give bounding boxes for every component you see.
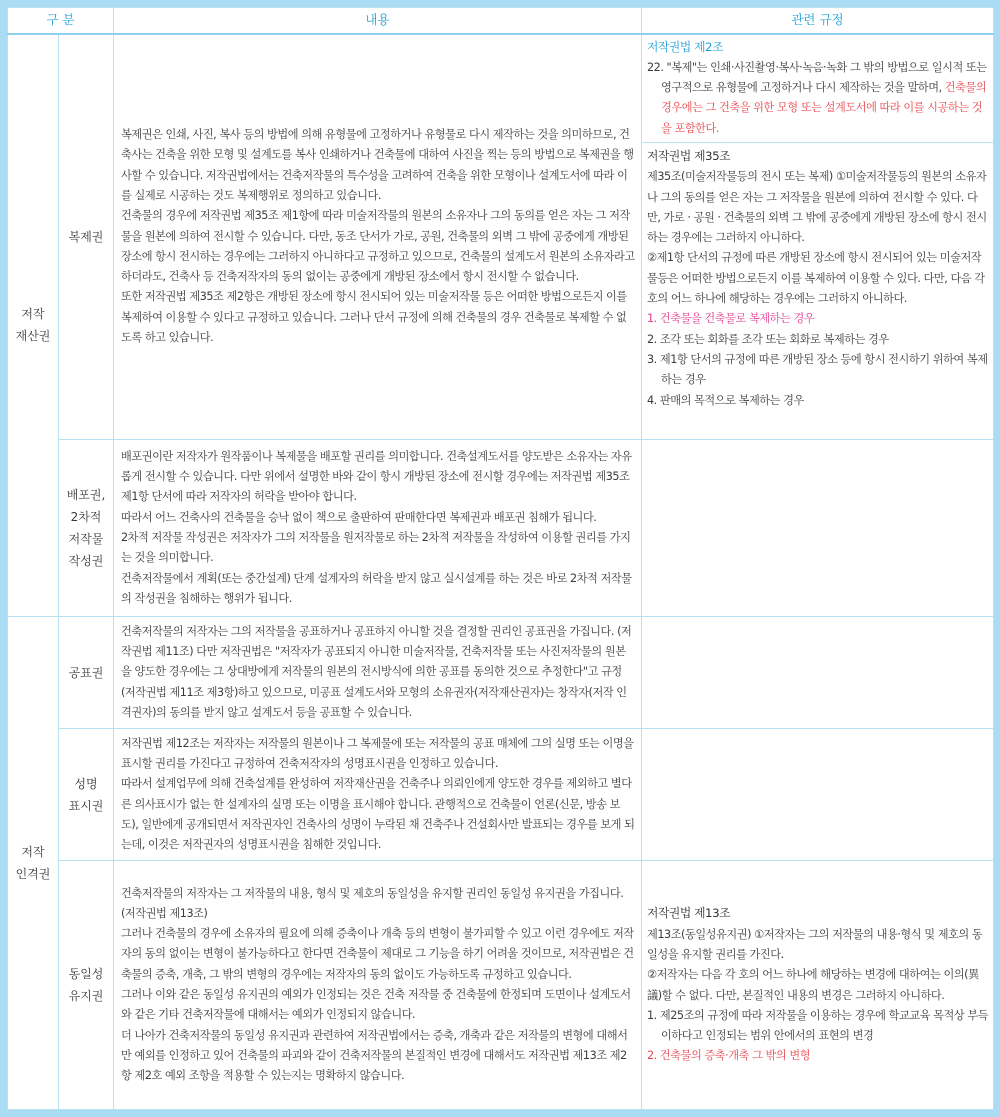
regulation-title: 저작권법 제35조	[647, 148, 731, 163]
category-moral-rights	[8, 617, 59, 1110]
paragraph: 그러나 건축물의 경우에 소유자의 필요에 의해 증축이나 개축 등의 변형이 불가피할 수 있고 이런 경우에도 저작자의 동의 없이는 변형이 불가능하다고 한다면 건축물이 제대로 그 기능을 하기 어려울 것이므로, 저작권법은 건축물의 증축, 개축, 그 밖의 변형의 경우에는 저작자의 동의 없이도 가능하도록 규정하고 있습니다.	[121, 927, 634, 981]
divider	[642, 142, 993, 143]
paragraph: 또한 저작권법 제35조 제2항은 개방된 장소에 항시 전시되어 있는 미술저작물 등은 어떠한 방법으로든지 이를 복제하여 이용할 수 있다고 규정하고 있습니다. 그러나 단서 규정에 의해 건축물의 경우 건축물로 복제할 수 없도록 하고 있습니다.	[121, 290, 627, 345]
paragraph: 더 나아가 건축저작물의 동일성 유지권과 관련하여 저작권법에서는 증축, 개축과 같은 저작물의 변형에 대해서만 예외를 인정하고 있어 건축물의 파괴와 같이 건축저작물의 본질적인 변경에 대해서도 저작권법 제13조 제2항 제2호 예외 조항을 적용할 수 있는지는 명확하지 않습니다.	[121, 1028, 628, 1083]
subcategory-integrity	[59, 861, 114, 1110]
subcategory-label: 성명 표시권	[68, 776, 104, 813]
header-category: 구 분	[8, 8, 114, 34]
paragraph: 건축물의 경우에 저작권법 제35조 제1항에 따라 미술저작물의 원본의 소유자나 그의 동의를 얻은 자는 그 저작물을 원본에 의하여 전시할 수 있습니다. 다만, 동조 단서가 가로, 공원, 건축물의 외벽 그 밖에 공중에게 개방된 장소에 항시 전시하는 경우에는 그러하지 아니하다고 규정하고 있으므로, 건축물의 설계도서 원본의 소유자라고 하더라도, 건축사 등 건축저작자의 동의 없이는 공중에게 개방된 장소에서 항시 전시할 수 없습니다.	[121, 209, 635, 284]
table-row	[8, 34, 994, 440]
regulation-item: 3. 제1항 단서의 규정에 따른 개방된 장소 등에 항시 전시하기 위하여 복제하는 경우	[647, 352, 988, 387]
regulation-art2-art35	[642, 34, 994, 440]
regulation-highlight: 건축물의 경우에는 그 건축을 위한 모형 또는 설계도서에 따라 이를 시공하는 것을 포함한다.	[661, 81, 987, 135]
table-row	[8, 617, 994, 729]
regulation-empty	[642, 729, 994, 861]
regulation-item: 4. 판매의 목적으로 복제하는 경우	[647, 393, 804, 407]
paragraph: 따라서 어느 건축사의 건축물을 승낙 없이 책으로 출판하여 판매한다면 복제권과 배포권 침해가 됩니다.	[121, 510, 597, 524]
regulation-paragraph: 제13조(동일성유지권) ①저작자는 그의 저작물의 내용·형식 및 제호의 동일성을 유지할 권리를 가진다.	[647, 927, 983, 961]
subcategory-label: 배포권, 2차적 저작물 작성권	[66, 488, 106, 568]
regulation-item	[647, 58, 989, 139]
table-row	[8, 729, 994, 861]
category-property-rights	[8, 34, 59, 617]
content-reproduction	[114, 34, 642, 440]
subcategory-reproduction	[59, 34, 114, 440]
regulation-item: 2. 건축물의 증축·개축 그 밖의 변형	[647, 1049, 811, 1063]
paragraph: 2차적 저작물 작성권은 저작자가 그의 저작물을 원저작물로 하는 2차적 저작물을 작성하여 이용할 권리를 가지는 것을 의미합니다.	[121, 531, 631, 565]
subcategory-attribution	[59, 729, 114, 861]
regulation-title: 저작권법 제2조	[647, 39, 724, 54]
regulation-empty	[642, 617, 994, 729]
subcategory-publication	[59, 617, 114, 729]
category-label: 저작 인격권	[15, 845, 51, 881]
regulation-paragraph: ②저작자는 다음 각 호의 어느 하나에 해당하는 변경에 대하여는 이의(異議)할 수 없다. 다만, 본질적인 내용의 변경은 그러하지 아니하다.	[647, 968, 979, 1002]
regulation-paragraph: 제35조(미술저작물등의 전시 또는 복제) ①미술저작물등의 원본의 소유자나 그의 동의를 얻은 자는 그 저작물을 원본에 의하여 전시할 수 있다. 다만, 가로 · 공원 · 건축물의 외벽 그 밖에 공중에게 개방된 장소에 항시 전시하는 경우에는 그러하지 아니하다.	[647, 170, 987, 245]
copyright-rights-table	[7, 7, 994, 1110]
regulation-paragraph: ②제1항 단서의 규정에 따른 개방된 장소에 항시 전시되어 있는 미술저작물등은 어떠한 방법으로든지 이를 복제하여 이용할 수 있다. 다만, 다음 각 호의 어느 하나에 해당하는 경우에는 그러하지 아니하다.	[647, 251, 985, 306]
subcategory-label: 공표권	[68, 665, 104, 680]
table-row	[8, 440, 994, 617]
table-header-row	[8, 8, 994, 34]
paragraph: 건축저작물의 저작자는 그 저작물의 내용, 형식 및 제호의 동일성을 유지할 권리인 동일성 유지권을 가집니다. (저작권법 제13조)	[121, 886, 624, 920]
header-regulation: 관련 규정	[642, 8, 994, 34]
paragraph: 그러나 이와 같은 동일성 유지권의 예외가 인정되는 것은 건축 저작물 중 건축물에 한정되며 도면이나 설계도서와 같은 기타 건축저작물에 대해서는 예외가 인정되지 않습니다.	[121, 988, 631, 1022]
paragraph: 건축저작물의 저작자는 그의 저작물을 공표하거나 공표하지 아니할 것을 결정할 권리인 공표권을 가집니다. (저작권법 제11조) 다만 저작권법은 "저작자가 공표되지 아니한 미술저작물, 건축저작물 또는 사진저작물의 원본을 양도한 경우에는 그 상대방에게 저작물의 원본의 전시방식에 의한 공표를 동의한 것으로 추정한다"고 규정(저작권법 제11조 제3항)하고 있으므로, 미공표 설계도서와 모형의 소유권자(저작재산권자)는 창작자(저작 인격권자)의 동의를 받지 않고 설계도서 등을 공표할 수 있습니다.	[121, 624, 632, 719]
regulation-item: 1. 제25조의 규정에 따라 저작물을 이용하는 경우에 학교교육 목적상 부득이하다고 인정되는 범위 안에서의 표현의 변경	[647, 1008, 989, 1043]
paragraph: 따라서 설계업무에 의해 건축설계를 완성하여 저작재산권을 건축주나 의뢰인에게 양도한 경우를 제외하고 별다른 의사표시가 없는 한 설계자의 실명 또는 이명을 표시해야 합니다. 관행적으로 건축물이 언론(신문, 방송 보도), 일반에게 공개되면서 저작권자인 건축사의 성명이 누락된 채 건축주나 건설회사만 발표되는 경우를 보게 되는데, 이것은 저작권자의 성명표시권을 침해한 것입니다.	[121, 777, 635, 852]
subcategory-distribution	[59, 440, 114, 617]
content-attribution	[114, 729, 642, 861]
paragraph: 건축저작물에서 계획(또는 중간설계) 단계 설계자의 허락을 받지 않고 실시설계를 하는 것은 바로 2차적 저작물의 작성권을 침해하는 행위가 됩니다.	[121, 571, 632, 605]
category-label: 저작 재산권	[15, 307, 51, 344]
regulation-empty	[642, 440, 994, 617]
regulation-art13	[642, 861, 994, 1110]
content-publication	[114, 617, 642, 729]
paragraph: 저작권법 제12조는 저작자는 저작물의 원본이나 그 복제물에 또는 저작물의 공표 매체에 그의 실명 또는 이명을 표시할 권리를 가진다고 규정하여 건축저작자의 성명표시권을 인정하고 있습니다.	[121, 736, 634, 770]
table-row	[8, 861, 994, 1110]
regulation-text: 22. "복제"는 인쇄·사진촬영·복사·녹음·녹화 그 밖의 방법으로 일시적 또는 영구적으로 유형물에 고정하거나 다시 제작하는 것을 말하며,	[647, 60, 987, 95]
regulation-item: 2. 조각 또는 회화를 조각 또는 회화로 복제하는 경우	[647, 332, 889, 346]
regulation-title: 저작권법 제13조	[647, 906, 731, 921]
content-distribution	[114, 440, 642, 617]
subcategory-label: 복제권	[68, 229, 104, 244]
content-integrity	[114, 861, 642, 1110]
paragraph: 배포권이란 저작자가 원작품이나 복제물을 배포할 권리를 의미합니다. 건축설계도서를 양도받은 소유자는 자유롭게 전시할 수 있습니다. 다만 위에서 설명한 바와 같이 항시 개방된 장소에 전시할 경우에는 저작권법 제35조 제1항 단서에 따라 저작자의 허락을 받아야 합니다.	[121, 449, 632, 504]
regulation-item: 1. 건축물을 건축물로 복제하는 경우	[647, 312, 815, 326]
header-content: 내용	[114, 8, 642, 34]
paragraph: 복제권은 인쇄, 사진, 복사 등의 방법에 의해 유형물에 고정하거나 유형물로 다시 제작하는 것을 의미하므로, 건축사는 건축을 위한 모형 및 설계도를 복사 인쇄하거나 건축물에 대하여 사진을 찍는 등의 방법으로 복제권을 행사할 수 있습니다. 저작권법에서는 건축저작물의 특수성을 고려하여 건축을 위한 모형이나 설계도서에 따라 이를 실제로 시공하는 것도 복제행위로 정의하고 있습니다.	[121, 128, 634, 202]
subcategory-label: 동일성 유지권	[68, 967, 104, 1003]
